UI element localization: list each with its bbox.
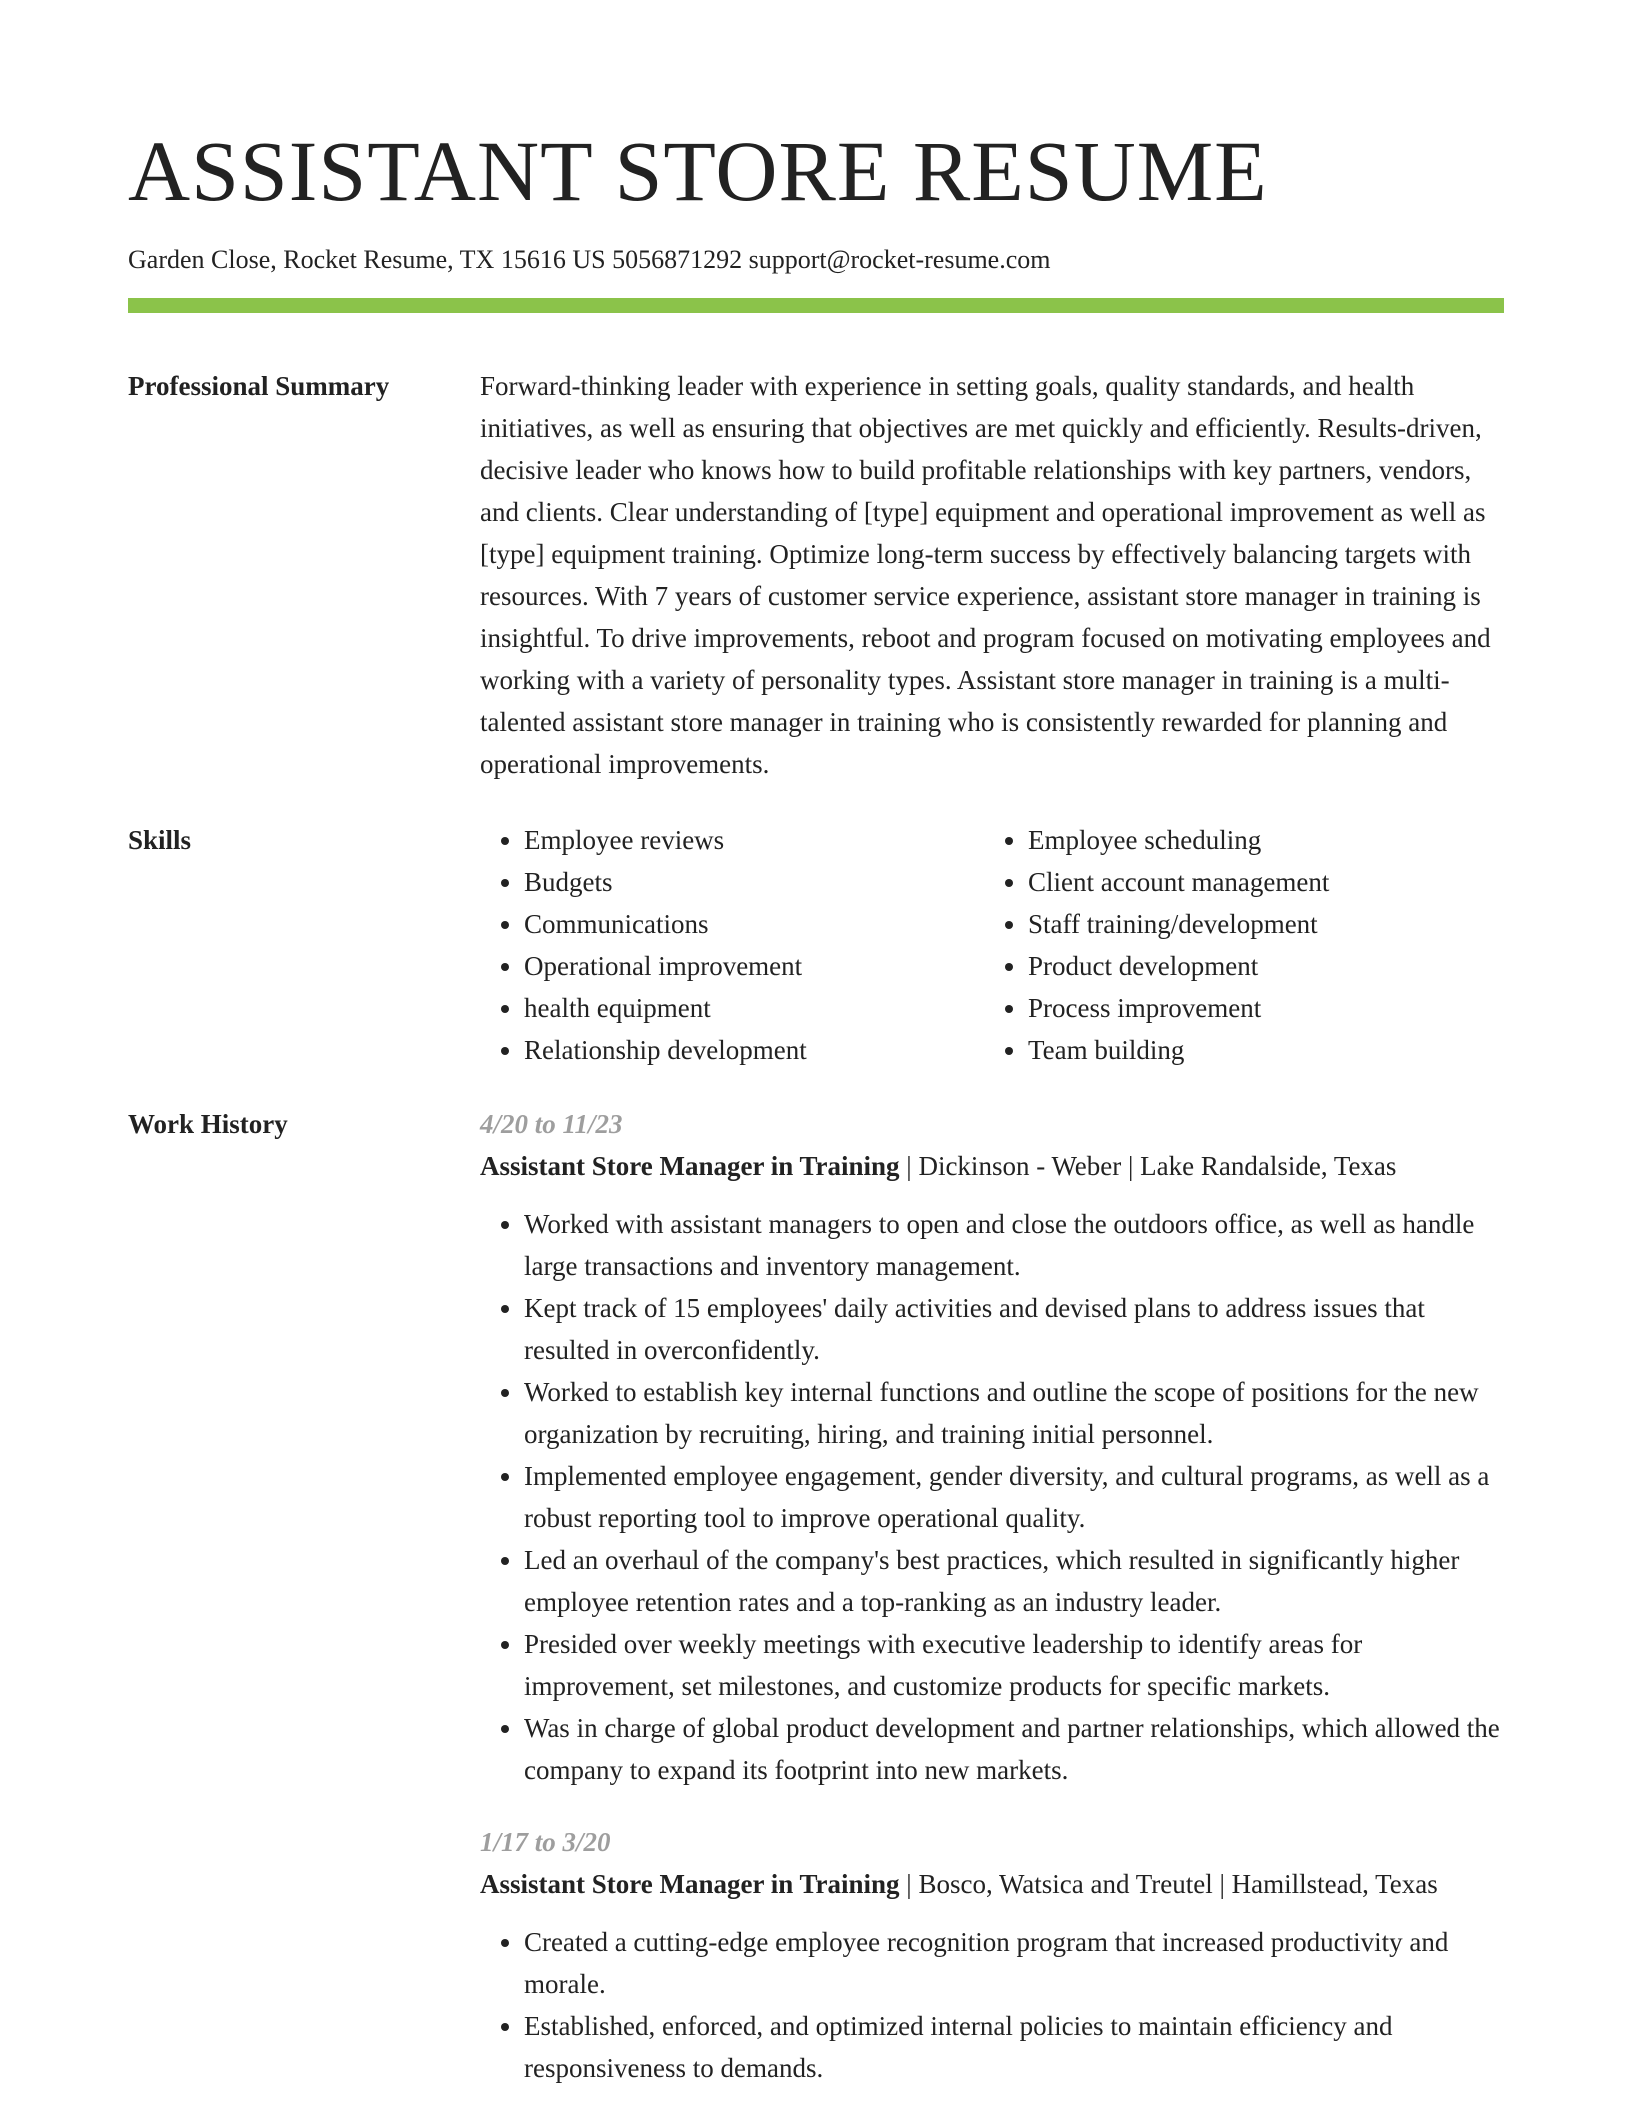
skill-item: • Budgets — [524, 861, 984, 903]
skill-item: • Process improvement — [1028, 987, 1488, 1029]
skills-column-right — [984, 819, 1488, 1071]
job-company: Dickinson - Weber — [918, 1151, 1122, 1181]
job-bullet: • Presided over weekly meetings with executive leadership to identify areas for improvement, set milestones, and customize products for specific markets. — [524, 1623, 1504, 1707]
skill-item: • Client account management — [1028, 861, 1488, 903]
skills-section — [128, 819, 1504, 1071]
job-bullet-list — [480, 1921, 1504, 2089]
skill-item: • Staff training/development — [1028, 903, 1488, 945]
skill-item: • Employee scheduling — [1028, 819, 1488, 861]
job-bullet: • Worked with assistant managers to open and close the outdoors office, as well as handle large transactions and inventory management. — [524, 1203, 1504, 1287]
job-separator: | — [1121, 1151, 1141, 1181]
job-separator: | — [1212, 1869, 1232, 1899]
job-bullet: • Implemented employee engagement, gender diversity, and cultural programs, as well as a robust reporting tool to improve operational quality. — [524, 1455, 1504, 1539]
job-dates: 1/17 to 3/20 — [480, 1827, 611, 1857]
job-dates: 4/20 to 11/23 — [480, 1109, 623, 1139]
summary-text: Forward-thinking leader with experience in setting goals, quality standards, and health initiatives, as well as ensuring that objectives are met quickly and efficiently. Results-driven, decisive leader who knows how to build profitable relationships with key partners, vendors, and clients. Clear understanding of [type] equipment and operational improvement as well as [type] equipment training. Optimize long-term success by effectively balancing targets with resources. With 7 years of customer service experience, assistant store manager in training is insightful. To drive improvements, reboot and program focused on motivating employees and working with a variety of personality types. Assistant store manager in training is a multi-talented assistant store manager in training who is consistently rewarded for planning and operational improvements. — [480, 371, 1491, 779]
accent-divider — [128, 298, 1504, 313]
job-bullet: • Kept track of 15 employees' daily activities and devised plans to address issues that resulted in overconfidently. — [524, 1287, 1504, 1371]
job-title: Assistant Store Manager in Training — [480, 1869, 900, 1899]
skill-item: • Relationship development — [524, 1029, 984, 1071]
section-label-work: Work History — [128, 1109, 288, 1139]
resume-title: ASSISTANT STORE RESUME — [128, 123, 1268, 219]
skill-item: • Operational improvement — [524, 945, 984, 987]
skills-column-left — [480, 819, 984, 1071]
job-bullet: • Worked to establish key internal functions and outline the scope of positions for the new organization by recruiting, hiring, and training initial personnel. — [524, 1371, 1504, 1455]
skill-item: • Product development — [1028, 945, 1488, 987]
job-title: Assistant Store Manager in Training — [480, 1151, 900, 1181]
professional-summary-section — [128, 365, 1504, 785]
job-location: Hamillstead, Texas — [1231, 1869, 1438, 1899]
work-history-section — [128, 1103, 1504, 2089]
job-bullet: • Established, enforced, and optimized internal policies to maintain efficiency and responsiveness to demands. — [524, 2005, 1504, 2089]
job-heading — [480, 1145, 1504, 1187]
skill-item: • Team building — [1028, 1029, 1488, 1071]
skill-item: • Communications — [524, 903, 984, 945]
job-separator: | — [899, 1151, 919, 1181]
job-bullet-list — [480, 1203, 1504, 1791]
contact-line: Garden Close, Rocket Resume, TX 15616 US 5056871292 support@rocket-resume.com — [128, 245, 1051, 274]
job-heading — [480, 1863, 1504, 1905]
job-bullet: • Was in charge of global product development and partner relationships, which allowed the company to expand its footprint into new markets. — [524, 1707, 1504, 1791]
skill-item: • Employee reviews — [524, 819, 984, 861]
job-company: Bosco, Watsica and Treutel — [918, 1869, 1213, 1899]
resume-page — [128, 0, 1504, 2089]
skills-grid — [480, 819, 1504, 1071]
job-bullet: • Led an overhaul of the company's best practices, which resulted in significantly higher employee retention rates and a top-ranking as an industry leader. — [524, 1539, 1504, 1623]
work-history-body — [480, 1103, 1504, 2089]
job-separator: | — [899, 1869, 919, 1899]
job-bullet: • Created a cutting-edge employee recognition program that increased productivity and morale. — [524, 1921, 1504, 2005]
summary-body — [480, 365, 1504, 785]
section-label-skills: Skills — [128, 825, 192, 855]
job-entry — [480, 1821, 1504, 2089]
skill-item: • health equipment — [524, 987, 984, 1029]
job-entry — [480, 1103, 1504, 1791]
section-label-summary: Professional Summary — [128, 371, 390, 401]
job-location: Lake Randalside, Texas — [1140, 1151, 1397, 1181]
skills-body — [480, 819, 1504, 1071]
